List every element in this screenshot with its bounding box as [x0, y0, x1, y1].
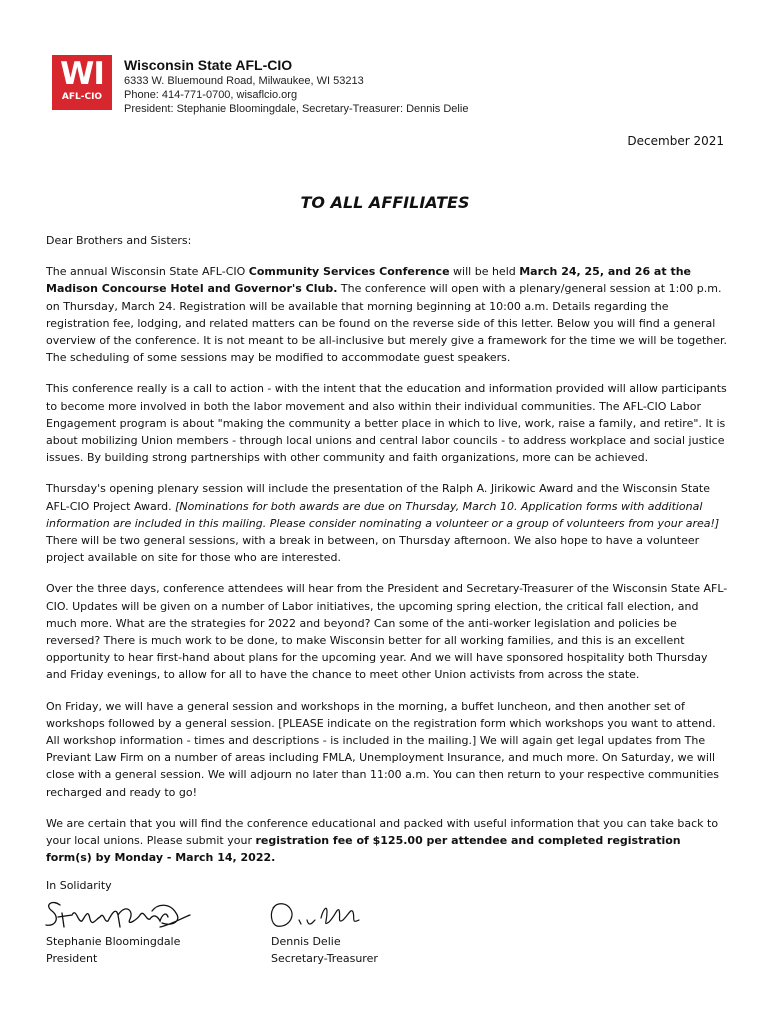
paragraph-thursday — [46, 480, 730, 566]
signature-dennis-delie — [265, 898, 365, 934]
p1-text-3: The conference will open with a plenary/general session at 1:00 p.m. on Thursday, March 24. Registration will be available that morning beginning at 10:00 a.m. Details regarding the registration fee, lodging, and related matters can be found on the reverse side of this letter. Below you will find a general overview of the conference. It is not meant to be all-inclusive but merely give a framework for the time we will be together. The scheduling of some sessions may be modified to accommodate guest speakers. — [46, 282, 728, 365]
paragraph-registration — [46, 815, 730, 867]
org-address: 6333 W. Bluemound Road, Milwaukee, WI 53213 — [124, 75, 364, 87]
paragraph-conference-overview — [46, 263, 730, 366]
signer-president-name: Stephanie Bloomingdale — [46, 935, 181, 948]
paragraph-call-to-action: This conference really is a call to action - with the intent that the education and information provided will allow participants to become more involved in both the labor movement and also within their individual communities. The AFL-CIO Labor Engagement program is about "making the community a better place in which to live, work, raise a family, and retire". It is about mobilizing Union members - through local unions and central labor councils - to address workplace and social justice issues. By building strong partnerships with other community and faith organizations, more can be achieved. — [46, 382, 727, 465]
signature-stephanie-bloomingdale — [42, 893, 192, 935]
p1-dates-location: March 24, 25, and 26 at the Madison Concourse Hotel and Governor's Club. — [46, 265, 691, 296]
paragraph-three-days: Over the three days, conference attendees will hear from the President and Secretary-Treasurer of the Wisconsin State AFL-CIO. Updates will be given on a number of Labor initiatives, the upcoming spring election, the critical fall election, and much more. What are the strategies for 2022 and beyond? Can some of the anti-worker legislation and policies be reversed? There is much work to be done, to make Wisconsin better for all working families, and this is an excellent opportunity to hear first-hand about plans for the upcoming year. And we will have sponsored hospitality both Thursday and Friday evenings, to allow for all to have the chance to meet other Union activists from across the state. — [46, 582, 728, 682]
p6-text-1: We are certain that you will find the conference educational and packed with useful information that you can take back to your local unions. Please submit your — [46, 816, 719, 848]
signer-secretary-treasurer-title: Secretary-Treasurer — [271, 952, 378, 965]
p6-registration-fee: registration fee of $125.00 per attendee and completed registration form(s) by Monday - March 14, 2022. — [46, 834, 681, 865]
org-officers: President: Stephanie Bloomingdale, Secretary-Treasurer: Dennis Delie — [124, 103, 469, 115]
p3-nominations-note: [Nominations for both awards are due on Thursday, March 10. Application forms with additional information are included in this mailing. Please consider nominating a volunteer or a group of volunteers from your area!] — [46, 499, 720, 530]
signer-president — [46, 933, 180, 967]
greeting: Dear Brothers and Sisters: — [46, 234, 192, 247]
signer-president-title: President — [46, 952, 98, 965]
p3-text-2: There will be two general sessions, with a break in between, on Thursday afternoon. We also hope to have a volunteer project available on site for those who are interested. — [46, 534, 700, 565]
logo-aflcio-text: AFL-CIO — [61, 92, 103, 102]
letter-date: December 2021 — [627, 134, 724, 148]
letter-body — [46, 232, 730, 881]
p1-text-2: will be held — [449, 265, 520, 279]
signer-secretary-treasurer-name: Dennis Delie — [271, 935, 341, 948]
p3-text-1: Thursday's opening plenary session will include the presentation of the Ralph A. Jirikowic Award and the Wisconsin State AFL-CIO Project Award. — [46, 482, 711, 513]
paragraph-friday-saturday: On Friday, we will have a general session and workshops in the morning, a buffet luncheon, and then another set of workshops followed by a general session. [PLEASE indicate on the registration form which workshops you want to attend. All workshop information - times and descriptions - is included in the mailing.] We will again get legal updates from The Previant Law Firm on a number of areas including FMLA, Unemployment Insurance, and much more. On Saturday, we will close with a general session. We will adjourn no later than 11:00 a.m. You can then return to your respective communities recharged and ready to go! — [46, 699, 720, 799]
letterhead — [124, 57, 684, 116]
letter-title: TO ALL AFFILIATES — [300, 193, 470, 212]
signer-secretary-treasurer — [271, 933, 378, 967]
p1-text-1: The annual Wisconsin State AFL-CIO — [46, 265, 249, 279]
org-name: Wisconsin State AFL-CIO — [124, 57, 293, 73]
wi-aflcio-logo — [52, 55, 112, 110]
p1-conference-name: Community Services Conference — [248, 265, 450, 279]
closing: In Solidarity — [46, 879, 112, 892]
org-phone: Phone: 414-771-0700, wisaflcio.org — [124, 89, 298, 101]
logo-wi-text: WI — [60, 56, 104, 92]
